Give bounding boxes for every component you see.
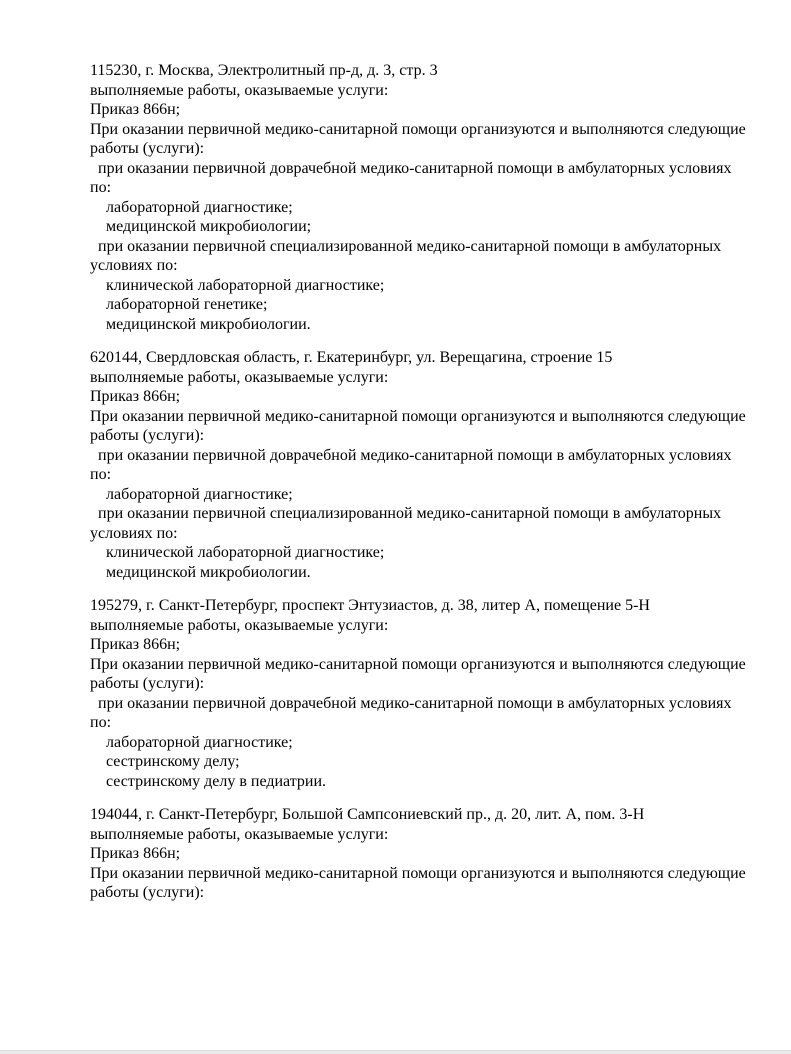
service-text-line: по: xyxy=(90,466,112,483)
service-text-line: При оказании первичной медико-санитарной помощи организуются и выполняются следующие xyxy=(90,407,746,425)
address-line: 620144, Свердловская область, г. Екатеринбург, ул. Верещагина, строение 15 xyxy=(90,349,613,366)
service-text-line: при оказании первичной специализированной медико-санитарной помощи в амбулаторных xyxy=(90,237,722,255)
service-text-line: При оказании первичной медико-санитарной помощи организуются и выполняются следующие xyxy=(90,655,746,673)
service-text-line: при оказании первичной доврачебной медико-санитарной помощи в амбулаторных условиях xyxy=(90,446,732,464)
service-text-line: условиях по: xyxy=(90,524,178,542)
address-line: 194044, г. Санкт-Петербург, Большой Сампсониевский пр., д. 20, лит. А, пом. 3-Н xyxy=(90,806,645,823)
service-text-line: При оказании первичной медико-санитарной помощи организуются и выполняются следующие xyxy=(90,120,746,138)
service-text-line: сестринскому делу в педиатрии. xyxy=(90,772,327,790)
service-text-line: при оказании первичной доврачебной медико-санитарной помощи в амбулаторных условиях xyxy=(90,694,732,712)
service-text-line: сестринскому делу; xyxy=(90,753,240,770)
address-block xyxy=(90,61,791,334)
service-text-line: лабораторной генетике; xyxy=(90,296,268,313)
address-block xyxy=(90,596,791,791)
service-text-line: лабораторной диагностике; xyxy=(90,485,293,503)
service-text-line: Приказ 866н; xyxy=(90,636,181,653)
service-text-line: выполняемые работы, оказываемые услуги: xyxy=(90,81,389,99)
service-text-line: При оказании первичной медико-санитарной помощи организуются и выполняются следующие xyxy=(90,864,746,882)
service-text-line: клинической лабораторной диагностике; xyxy=(90,276,385,294)
service-text-line: лабораторной диагностике; xyxy=(90,198,293,216)
service-text-line: работы (услуги): xyxy=(90,427,205,444)
service-text-line: Приказ 866н; xyxy=(90,101,181,118)
service-text-line: медицинской микробиологии; xyxy=(90,218,312,235)
service-text-line: выполняемые работы, оказываемые услуги: xyxy=(90,368,389,386)
service-text-line: Приказ 866н; xyxy=(90,845,181,862)
address-block xyxy=(90,348,791,582)
service-text-line: клинической лабораторной диагностике; xyxy=(90,544,385,561)
service-text-line: при оказании первичной доврачебной медико-санитарной помощи в амбулаторных условиях xyxy=(90,159,732,177)
address-line: 115230, г. Москва, Электролитный пр-д, д. 3, стр. 3 xyxy=(90,62,438,79)
bottom-divider xyxy=(0,1050,791,1054)
service-text-line: Приказ 866н; xyxy=(90,388,181,405)
service-text-line: работы (услуги): xyxy=(90,675,205,692)
service-text-line: по: xyxy=(90,714,112,731)
service-text-line: выполняемые работы, оказываемые услуги: xyxy=(90,825,389,843)
license-services-document xyxy=(90,61,791,903)
service-text-line: по: xyxy=(90,179,112,196)
address-line: 195279, г. Санкт-Петербург, проспект Энтузиастов, д. 38, литер А, помещение 5-Н xyxy=(90,597,650,614)
address-block xyxy=(90,805,791,903)
service-text-line: работы (услуги): xyxy=(90,884,205,901)
service-text-line: медицинской микробиологии. xyxy=(90,315,311,333)
service-text-line: выполняемые работы, оказываемые услуги: xyxy=(90,616,389,634)
service-text-line: лабораторной диагностике; xyxy=(90,733,293,751)
service-text-line: работы (услуги): xyxy=(90,140,205,157)
service-text-line: условиях по: xyxy=(90,257,178,274)
service-text-line: при оказании первичной специализированной медико-санитарной помощи в амбулаторных xyxy=(90,505,722,522)
service-text-line: медицинской микробиологии. xyxy=(90,563,311,581)
